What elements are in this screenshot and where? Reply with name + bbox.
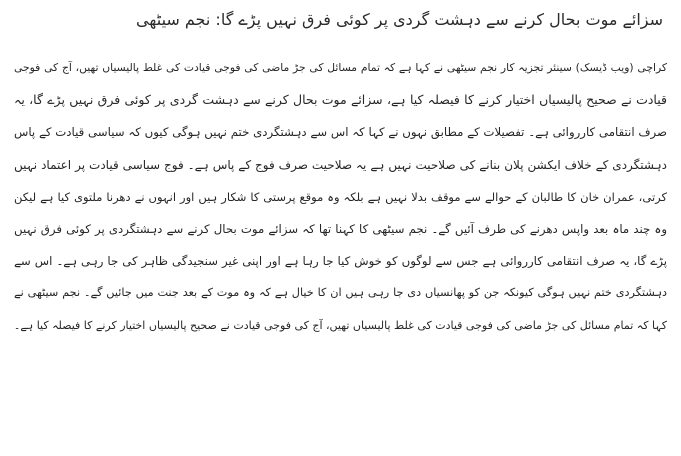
article-headline: سزائے موت بحال کرنے سے دہشت گردی پر کوئی فرق نہیں پڑے گا: نجم سیٹھی (136, 10, 663, 29)
body-line-9: کہا کہ تمام مسائل کی جڑ ماضی کی فوجی قیادت کی غلط پالیسیاں تھیں، آج کی فوجی قیادت نے صحیح پالیسیاں اختیار کرنے کا فیصلہ کیا ہے۔ (14, 318, 667, 332)
body-line-6: وہ چند ماہ بعد واپس دھرنے کی طرف آئیں گے۔ نجم سیٹھی کا کہنا تھا کہ سزائے موت بحال کرنے سے دہشتگردی پر کوئی فرق نہیں (14, 221, 667, 236)
article-body (14, 52, 667, 342)
body-line-5: کرتی، عمران خان کا طالبان کے حوالے سے موقف بدلا نہیں ہے بلکہ وہ موقع پرستی کا شکار ہیں اور انہوں نے دھرنا ملتوی کیا ہے لیکن (14, 189, 667, 204)
body-line-2: قیادت نے صحیح پالیسیاں اختیار کرنے کا فیصلہ کیا ہے، سزائے موت بحال کرنے سے دہشت گردی پر کوئی فرق نہیں پڑے گا، یہ (14, 92, 667, 108)
body-line-3: صرف انتقامی کارروائی ہے۔ تفصیلات کے مطابق نہوں نے کہا کہ اس سے دہشتگردی ختم نہیں ہوگی کیوں کہ سیاسی قیادت کے پاس (14, 125, 667, 140)
body-line-1: کراچی (ویب ڈیسک) سینئر تجزیہ کار نجم سیٹھی نے کہا ہے کہ تمام مسائل کی جڑ ماضی کی فوجی قیادت کی غلط پالیسیاں تھیں، آج کی فوجی (14, 61, 667, 74)
body-line-8: دہشتگردی ختم نہیں ہوگی کیونکہ جن کو پھانسیاں دی جا رہی ہیں ان کا خیال ہے کہ وہ موت کے بعد جنت میں جائیں گے۔ نجم سیٹھی نے (14, 286, 667, 300)
body-line-7: پڑے گا، یہ صرف انتقامی کارروائی ہے جس سے لوگوں کو خوش کیا جا رہا ہے اور اپنی غیر سنجیدگی ظاہر کی جا رہی ہے۔ اس سے (14, 254, 667, 269)
body-line-4: دہشتگردی کے خلاف ایکشن پلان بنانے کی صلاحیت نہیں ہے یہ صلاحیت صرف فوج کے پاس ہے۔ فوج سیاسی قیادت پر اعتماد نہیں (14, 157, 667, 172)
